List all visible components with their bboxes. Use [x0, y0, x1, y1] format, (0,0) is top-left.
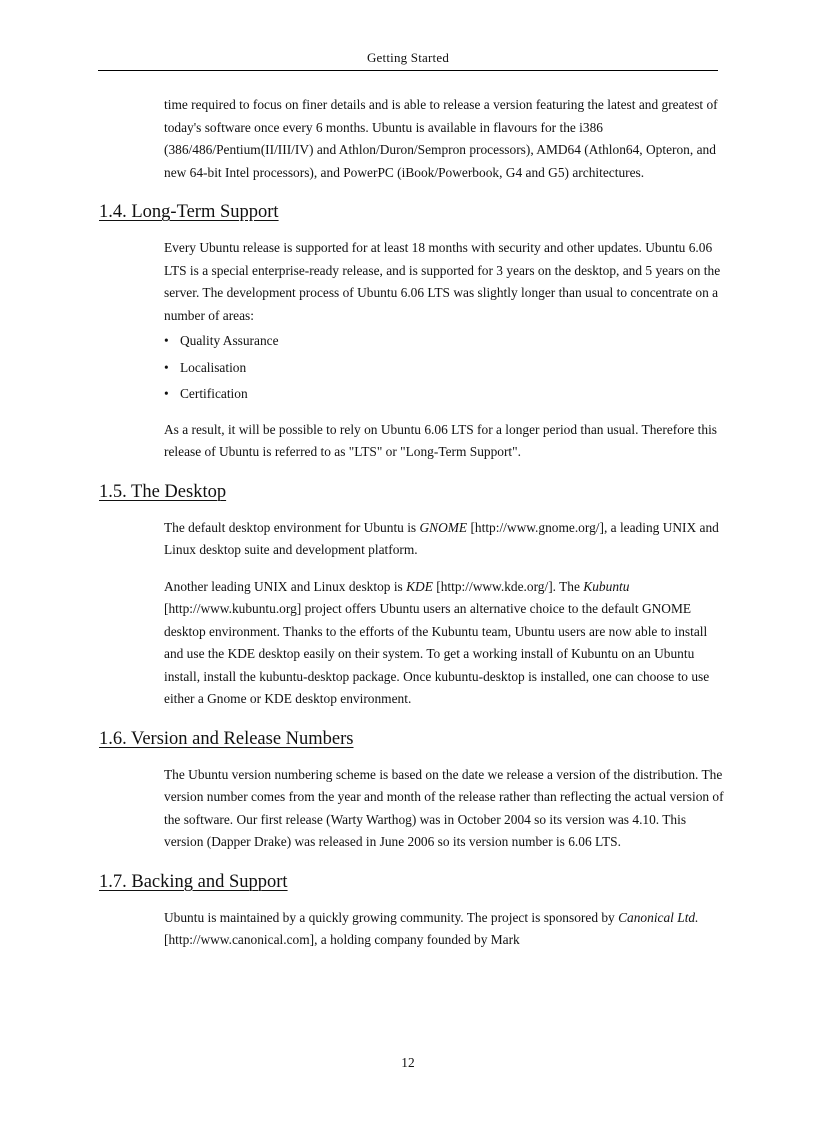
text-span: Ubuntu is maintained by a quickly growing community. The project is sponsored by: [164, 909, 619, 925]
heading-the-desktop: 1.5. The Desktop: [99, 481, 227, 502]
text-span: [http://www.kubuntu.org] project offers Ubuntu users an alternative choice to the default GNOME desktop environment. Thanks to the efforts of the Kubuntu team, Ubuntu users are now able to install and use the KDE desktop easily on their system. To get a working install of Kubuntu on an Ubuntu install, install the kubuntu-desktop package. Once kubuntu-desktop is installed, one can choose to use either a Gnome or KDE desktop environment.: [164, 601, 710, 706]
page-number: 12: [401, 1055, 415, 1070]
text-span: [http://www.kde.org/]. The: [432, 578, 584, 594]
header-title: Getting Started: [366, 50, 450, 65]
list-item: • Localisation: [164, 355, 724, 382]
heading-backing-and-support: 1.7. Backing and Support: [99, 871, 288, 892]
gnome-link-text: GNOME: [419, 519, 468, 535]
desktop-paragraph-1: [164, 517, 724, 562]
desktop-paragraph-2: [164, 576, 724, 711]
text-span: [http://www.gnome.org/], a leading UNIX and Linux desktop suite and development platform.: [164, 519, 719, 557]
canonical-link-text: Canonical Ltd.: [618, 909, 699, 925]
lts-paragraph-2: As a result, it will be possible to rely on Ubuntu 6.06 LTS for a longer period than usual. Therefore this release of Ubuntu is referred to as "LTS" or "Long-Term Support".: [164, 421, 718, 459]
heading-long-term-support: 1.4. Long-Term Support: [99, 202, 279, 222]
kubuntu-link-text: Kubuntu: [583, 578, 630, 594]
heading-version-and-release-numbers: 1.6. Version and Release Numbers: [99, 728, 354, 749]
kde-link-text: KDE: [406, 578, 433, 594]
backing-paragraph: [164, 907, 724, 952]
lts-bullet-list: [164, 328, 724, 408]
text-span: Another leading UNIX and Linux desktop is: [164, 578, 407, 594]
page-content: [0, 94, 816, 952]
text-span: [http://www.canonical.com], a holding company founded by Mark: [164, 932, 520, 947]
list-item: • Quality Assurance: [164, 328, 724, 355]
list-item: • Certification: [164, 381, 724, 408]
page-header: [98, 48, 718, 71]
text-span: The default desktop environment for Ubuntu is: [164, 519, 420, 535]
intro-paragraph: time required to focus on finer details and is able to release a version featuring the latest and greatest of today's software once every 6 months. Ubuntu is available in flavours for the i386 (386/486/Pentium(II/III/IV) and Athlon/Duron/Sempron processors), AMD64 (Athlon64, Opteron, and new 64-bit Intel processors), and PowerPC (iBook/Powerbook, G4 and G5) architectures.: [164, 97, 718, 180]
lts-paragraph-1: Every Ubuntu release is supported for at least 18 months with security and other updates. Ubuntu 6.06 LTS is a special enterprise-ready release, and is supported for 3 years on the desktop, and 5 years on the server. The development process of Ubuntu 6.06 LTS was slightly longer than usual to concentrate on a number of areas:: [164, 240, 721, 323]
versions-paragraph: The Ubuntu version numbering scheme is based on the date we release a version of the distribution. The version number comes from the year and month of the release rather than reflecting the actual version of the software. Our first release (Warty Warthog) was in October 2004 so its version was 4.10. This version (Dapper Drake) was released in June 2006 so its version number is 6.06 LTS.: [164, 766, 724, 849]
